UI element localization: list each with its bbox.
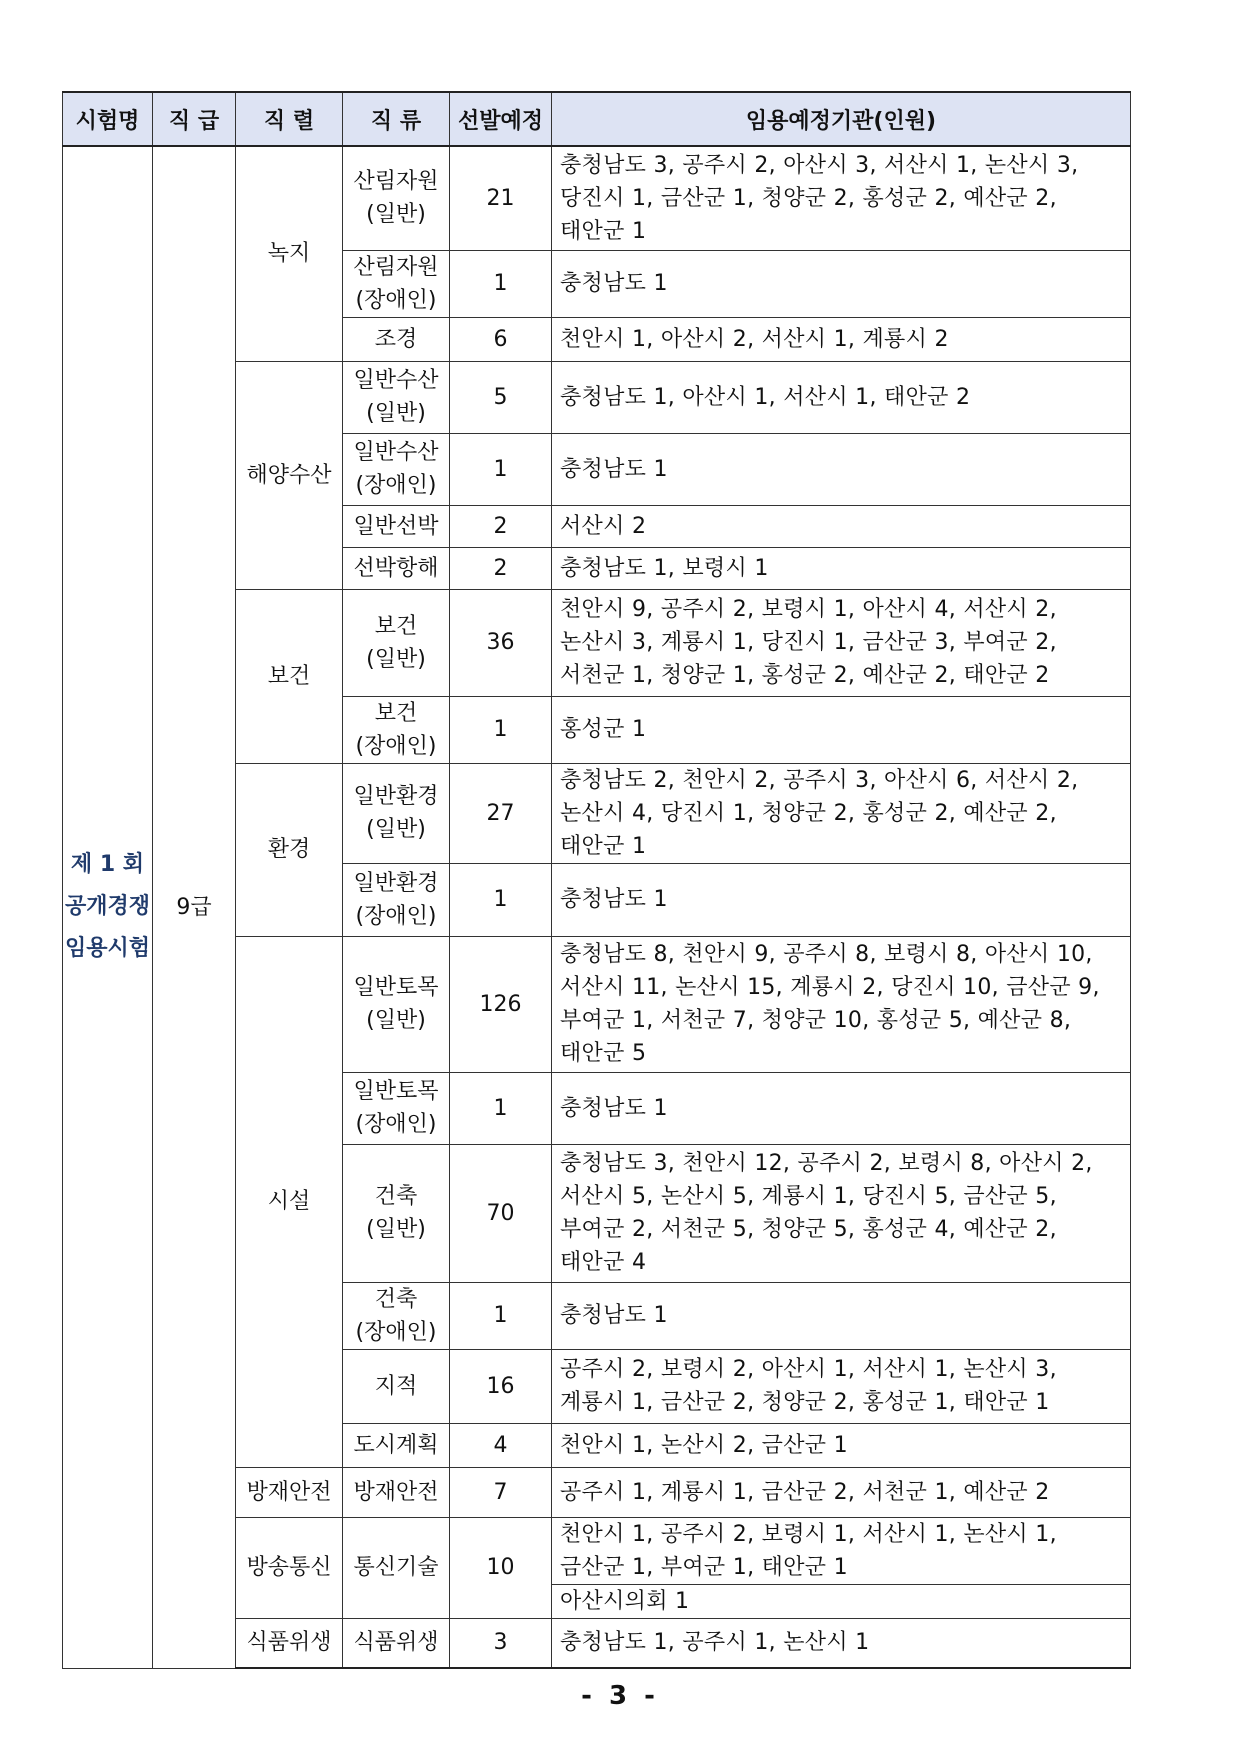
exam-name-line: 임용시험 <box>64 936 150 962</box>
category-cell <box>343 1144 450 1282</box>
agency-cell <box>552 863 1131 936</box>
category-line: 도시계획 <box>353 1432 439 1458</box>
agency-line: 공주시 1, 계룡시 1, 금산군 2, 서천군 1, 예산군 2 <box>560 1479 1050 1505</box>
agency-cell <box>552 1144 1131 1282</box>
series-cell: 녹지 <box>236 146 343 361</box>
agency-cell <box>552 696 1131 763</box>
category-line: 일반수산 <box>353 440 439 465</box>
agency-line: 충청남도 1 <box>560 887 668 912</box>
agency-line: 논산시 3, 계룡시 1, 당진시 1, 금산군 3, 부여군 2, <box>560 630 1057 655</box>
count-cell: 27 <box>450 763 552 863</box>
category-cell <box>343 547 450 589</box>
count-cell: 1 <box>450 863 552 936</box>
agency-line: 충청남도 1, 공주시 1, 논산시 1 <box>560 1630 870 1656</box>
agency-line: 충청남도 1, 아산시 1, 서산시 1, 태안군 2 <box>560 384 971 410</box>
category-cell <box>343 1072 450 1144</box>
category-line: 산림자원 <box>353 169 439 195</box>
agency-cell <box>552 936 1131 1072</box>
agency-line: 천안시 1, 논산시 2, 금산군 1 <box>560 1432 848 1458</box>
agency-cell <box>552 317 1131 361</box>
count-cell: 1 <box>450 1282 552 1349</box>
category-line: 보건 <box>374 700 418 726</box>
header-exam-name: 시험명 <box>63 92 153 146</box>
count-cell: 36 <box>450 589 552 696</box>
grade-cell: 9급 <box>153 146 236 1668</box>
agency-line: 충청남도 8, 천안시 9, 공주시 8, 보령시 8, 아산시 10, <box>560 942 1093 967</box>
agency-cell <box>552 250 1131 317</box>
agency-cell <box>552 763 1131 863</box>
count-cell: 1 <box>450 433 552 505</box>
category-line: 통신기술 <box>353 1555 439 1580</box>
category-line: 일반수산 <box>353 368 439 393</box>
agency-line: 태안군 1 <box>560 218 647 244</box>
count-cell: 6 <box>450 317 552 361</box>
agency-line: 천안시 1, 아산시 2, 서산시 1, 계룡시 2 <box>560 326 949 352</box>
count-cell: 5 <box>450 361 552 433</box>
count-cell: 1 <box>450 696 552 763</box>
count-cell: 2 <box>450 505 552 547</box>
category-cell <box>343 696 450 763</box>
category-cell <box>343 505 450 547</box>
agency-cell <box>552 1584 1131 1618</box>
agency-cell <box>552 1282 1131 1349</box>
category-cell <box>343 863 450 936</box>
category-line: 일반환경 <box>353 784 439 809</box>
agency-line: 논산시 4, 당진시 1, 청양군 2, 홍성군 2, 예산군 2, <box>560 800 1057 826</box>
category-cell <box>343 250 450 317</box>
category-cell <box>343 1423 450 1467</box>
exam-name-cell <box>63 146 153 1668</box>
category-line: 방재안전 <box>353 1479 439 1505</box>
series-cell: 시설 <box>236 936 343 1467</box>
category-cell <box>343 361 450 433</box>
agency-line: 태안군 4 <box>560 1250 647 1275</box>
category-line: 일반선박 <box>353 513 439 539</box>
category-line: (장애인) <box>355 1112 437 1137</box>
agency-line: 충청남도 1 <box>560 1095 668 1121</box>
agency-line: 충청남도 1, 보령시 1 <box>560 555 769 581</box>
count-cell: 70 <box>450 1144 552 1282</box>
category-cell <box>343 1349 450 1423</box>
category-line: (일반) <box>366 1217 426 1242</box>
category-line: 산림자원 <box>353 254 439 280</box>
header-agency: 임용예정기관(인원) <box>552 92 1131 146</box>
agency-line: 당진시 1, 금산군 1, 청양군 2, 홍성군 2, 예산군 2, <box>560 185 1057 211</box>
header-job-category: 직 류 <box>343 92 450 146</box>
category-line: (장애인) <box>355 473 437 498</box>
exam-name-line: 제 1 회 <box>70 852 145 878</box>
category-cell <box>343 763 450 863</box>
category-cell <box>343 1282 450 1349</box>
page-number: - 3 - <box>581 1681 659 1711</box>
agency-line: 충청남도 1 <box>560 456 668 482</box>
agency-cell <box>552 1517 1131 1584</box>
table-header-row <box>63 92 1131 146</box>
category-line: 지적 <box>374 1373 418 1399</box>
count-cell: 2 <box>450 547 552 589</box>
agency-cell <box>552 1467 1131 1517</box>
series-cell: 해양수산 <box>236 361 343 589</box>
agency-line: 부여군 2, 서천군 5, 청양군 5, 홍성군 4, 예산군 2, <box>560 1217 1057 1242</box>
count-cell: 21 <box>450 146 552 250</box>
category-line: (장애인) <box>355 1319 437 1345</box>
category-line: 선박항해 <box>353 555 439 581</box>
agency-cell <box>552 1349 1131 1423</box>
agency-line: 서산시 11, 논산시 15, 계룡시 2, 당진시 10, 금산군 9, <box>560 975 1100 1000</box>
agency-cell <box>552 1618 1131 1668</box>
category-line: 건축 <box>374 1184 418 1209</box>
category-line: (장애인) <box>355 287 437 313</box>
agency-line: 계룡시 1, 금산군 2, 청양군 2, 홍성군 1, 태안군 1 <box>560 1390 1050 1415</box>
agency-cell <box>552 361 1131 433</box>
series-cell: 환경 <box>236 763 343 936</box>
category-cell <box>343 1467 450 1517</box>
count-cell: 1 <box>450 250 552 317</box>
category-cell <box>343 589 450 696</box>
agency-cell <box>552 505 1131 547</box>
category-cell <box>343 433 450 505</box>
agency-line: 금산군 1, 부여군 1, 태안군 1 <box>560 1554 848 1580</box>
agency-line: 서산시 2 <box>560 513 647 539</box>
agency-line: 충청남도 3, 천안시 12, 공주시 2, 보령시 8, 아산시 2, <box>560 1151 1093 1176</box>
series-cell: 방송통신 <box>236 1517 343 1618</box>
count-cell: 4 <box>450 1423 552 1467</box>
agency-line: 충청남도 2, 천안시 2, 공주시 3, 아산시 6, 서산시 2, <box>560 767 1079 793</box>
header-job-series: 직 렬 <box>236 92 343 146</box>
agency-line: 공주시 2, 보령시 2, 아산시 1, 서산시 1, 논산시 3, <box>560 1357 1057 1382</box>
category-cell <box>343 1517 450 1618</box>
category-cell <box>343 936 450 1072</box>
category-cell <box>343 317 450 361</box>
count-cell: 7 <box>450 1467 552 1517</box>
category-line: 일반환경 <box>353 870 439 896</box>
count-cell: 10 <box>450 1517 552 1618</box>
agency-line: 충청남도 1 <box>560 271 668 296</box>
count-cell: 3 <box>450 1618 552 1668</box>
agency-line: 아산시의회 1 <box>560 1588 690 1614</box>
count-cell: 16 <box>450 1349 552 1423</box>
agency-cell <box>552 433 1131 505</box>
agency-line: 충청남도 3, 공주시 2, 아산시 3, 서산시 1, 논산시 3, <box>560 152 1079 178</box>
agency-line: 부여군 1, 서천군 7, 청양군 10, 홍성군 5, 예산군 8, <box>560 1008 1072 1033</box>
category-cell <box>343 146 450 250</box>
agency-line: 서천군 1, 청양군 1, 홍성군 2, 예산군 2, 태안군 2 <box>560 663 1050 688</box>
exam-name-line: 공개경쟁 <box>64 894 150 920</box>
agency-line: 서산시 5, 논산시 5, 계룡시 1, 당진시 5, 금산군 5, <box>560 1184 1057 1209</box>
category-line: 건축 <box>374 1286 418 1312</box>
agency-line: 천안시 1, 공주시 2, 보령시 1, 서산시 1, 논산시 1, <box>560 1521 1057 1547</box>
agency-line: 천안시 9, 공주시 2, 보령시 1, 아산시 4, 서산시 2, <box>560 597 1057 622</box>
agency-line: 홍성군 1 <box>560 717 647 742</box>
header-planned-count: 선발예정 <box>450 92 552 146</box>
category-cell <box>343 1618 450 1668</box>
agency-cell <box>552 1072 1131 1144</box>
count-cell: 126 <box>450 936 552 1072</box>
category-line: (일반) <box>366 817 426 842</box>
category-line: 일반토목 <box>353 1079 439 1104</box>
count-cell: 1 <box>450 1072 552 1144</box>
agency-line: 태안군 5 <box>560 1041 647 1066</box>
series-cell: 보건 <box>236 589 343 763</box>
category-line: 보건 <box>374 613 418 639</box>
category-line: (일반) <box>366 401 426 426</box>
category-line: 조경 <box>374 326 418 352</box>
category-line: 일반토목 <box>353 975 439 1000</box>
series-cell: 식품위생 <box>236 1618 343 1668</box>
series-cell: 방재안전 <box>236 1467 343 1517</box>
category-line: (장애인) <box>355 733 437 759</box>
agency-cell <box>552 1423 1131 1467</box>
recruitment-table <box>62 91 1131 1669</box>
agency-cell <box>552 589 1131 696</box>
category-line: (일반) <box>366 202 426 228</box>
agency-cell <box>552 547 1131 589</box>
category-line: (장애인) <box>355 903 437 929</box>
category-line: (일반) <box>366 646 426 672</box>
agency-line: 태안군 1 <box>560 833 647 859</box>
category-line: (일반) <box>366 1008 426 1033</box>
table-row <box>63 146 1131 250</box>
header-grade: 직 급 <box>153 92 236 146</box>
agency-cell <box>552 146 1131 250</box>
agency-line: 충청남도 1 <box>560 1303 668 1328</box>
category-line: 식품위생 <box>353 1630 439 1656</box>
